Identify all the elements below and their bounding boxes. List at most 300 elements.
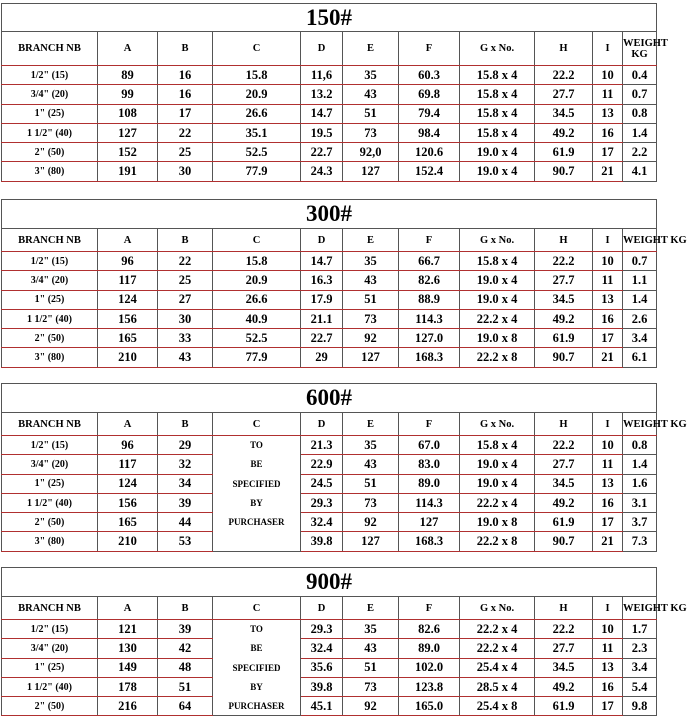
table-row xyxy=(2,348,657,367)
cell-a: 178 xyxy=(98,677,158,696)
cell-g-x-no: 19.0 x 8 xyxy=(460,513,535,532)
cell-d: 29.3 xyxy=(301,493,343,512)
cell-d: 11,6 xyxy=(301,66,343,85)
cell-e: 92 xyxy=(343,329,399,348)
cell-branch-nb: 1/2" (15) xyxy=(2,620,98,639)
table-row xyxy=(2,66,657,85)
column-header-c: C xyxy=(213,597,301,620)
pressure-class-title: 150# xyxy=(2,4,657,32)
cell-b: 39 xyxy=(158,620,213,639)
c-specified-note: TO xyxy=(213,620,301,639)
column-header-a: A xyxy=(98,413,158,436)
cell-h: 61.9 xyxy=(535,143,593,162)
cell-e: 43 xyxy=(343,271,399,290)
table-row xyxy=(2,436,657,455)
cell-b: 53 xyxy=(158,532,213,551)
cell-h: 22.2 xyxy=(535,66,593,85)
cell-e: 92 xyxy=(343,513,399,532)
cell-weight: 7.3 xyxy=(623,532,657,551)
table-row xyxy=(2,309,657,328)
cell-d: 29.3 xyxy=(301,620,343,639)
cell-d: 45.1 xyxy=(301,697,343,716)
cell-f: 98.4 xyxy=(399,123,460,142)
table-row xyxy=(2,290,657,309)
cell-c: 35.1 xyxy=(213,123,301,142)
cell-f: 60.3 xyxy=(399,66,460,85)
column-header-f: F xyxy=(399,413,460,436)
cell-g-x-no: 15.8 x 4 xyxy=(460,436,535,455)
header-row xyxy=(2,229,657,252)
column-header-g-x-no: G x No. xyxy=(460,597,535,620)
cell-a: 216 xyxy=(98,697,158,716)
cell-weight: 2.2 xyxy=(623,143,657,162)
cell-h: 61.9 xyxy=(535,697,593,716)
cell-weight: 1.4 xyxy=(623,290,657,309)
column-header-b: B xyxy=(158,597,213,620)
column-header-h: H xyxy=(535,597,593,620)
cell-g-x-no: 19.0 x 8 xyxy=(460,329,535,348)
cell-e: 35 xyxy=(343,66,399,85)
cell-i: 17 xyxy=(593,329,623,348)
column-header-i: I xyxy=(593,229,623,252)
column-header-b: B xyxy=(158,32,213,66)
cell-f: 82.6 xyxy=(399,271,460,290)
cell-e: 73 xyxy=(343,493,399,512)
title-row xyxy=(2,384,657,413)
c-specified-note xyxy=(213,532,301,551)
cell-a: 210 xyxy=(98,348,158,367)
cell-a: 121 xyxy=(98,620,158,639)
cell-d: 21.3 xyxy=(301,436,343,455)
cell-weight: 1.6 xyxy=(623,474,657,493)
c-specified-note: SPECIFIED xyxy=(213,474,301,493)
cell-h: 34.5 xyxy=(535,658,593,677)
table-row xyxy=(2,620,657,639)
cell-e: 73 xyxy=(343,123,399,142)
cell-g-x-no: 19.0 x 4 xyxy=(460,143,535,162)
cell-f: 67.0 xyxy=(399,436,460,455)
cell-i: 11 xyxy=(593,271,623,290)
cell-a: 165 xyxy=(98,513,158,532)
cell-branch-nb: 2" (50) xyxy=(2,513,98,532)
cell-b: 42 xyxy=(158,639,213,658)
column-header-branch-nb: BRANCH NB xyxy=(2,597,98,620)
cell-g-x-no: 22.2 x 4 xyxy=(460,639,535,658)
cell-b: 25 xyxy=(158,271,213,290)
cell-branch-nb: 1" (25) xyxy=(2,474,98,493)
column-header-c: C xyxy=(213,229,301,252)
table-row xyxy=(2,697,657,716)
cell-i: 16 xyxy=(593,123,623,142)
cell-i: 10 xyxy=(593,436,623,455)
cell-weight: 1.7 xyxy=(623,620,657,639)
pressure-class-title: 900# xyxy=(2,568,657,597)
table-row xyxy=(2,85,657,104)
cell-weight: 6.1 xyxy=(623,348,657,367)
table-row xyxy=(2,677,657,696)
cell-h: 22.2 xyxy=(535,436,593,455)
column-header-f: F xyxy=(399,597,460,620)
cell-a: 152 xyxy=(98,143,158,162)
column-header-h: H xyxy=(535,413,593,436)
column-header-c: C xyxy=(213,413,301,436)
cell-i: 16 xyxy=(593,309,623,328)
cell-d: 14.7 xyxy=(301,252,343,271)
cell-f: 152.4 xyxy=(399,162,460,181)
cell-d: 39.8 xyxy=(301,677,343,696)
cell-h: 49.2 xyxy=(535,123,593,142)
cell-d: 32.4 xyxy=(301,513,343,532)
column-header-branch-nb: BRANCH NB xyxy=(2,32,98,66)
cell-b: 32 xyxy=(158,455,213,474)
cell-b: 34 xyxy=(158,474,213,493)
c-specified-note: BE xyxy=(213,639,301,658)
column-header-d: D xyxy=(301,597,343,620)
cell-f: 127 xyxy=(399,513,460,532)
column-header-g-x-no: G x No. xyxy=(460,32,535,66)
table-row xyxy=(2,532,657,551)
cell-branch-nb: 3" (80) xyxy=(2,532,98,551)
table-row xyxy=(2,329,657,348)
cell-branch-nb: 3/4" (20) xyxy=(2,85,98,104)
cell-branch-nb: 1 1/2" (40) xyxy=(2,493,98,512)
title-row xyxy=(2,200,657,229)
column-header-h: H xyxy=(535,32,593,66)
cell-weight: 3.4 xyxy=(623,329,657,348)
cell-b: 30 xyxy=(158,309,213,328)
column-header-b: B xyxy=(158,229,213,252)
cell-i: 11 xyxy=(593,455,623,474)
cell-branch-nb: 1" (25) xyxy=(2,658,98,677)
cell-d: 35.6 xyxy=(301,658,343,677)
cell-g-x-no: 22.2 x 4 xyxy=(460,493,535,512)
cell-b: 22 xyxy=(158,123,213,142)
cell-f: 88.9 xyxy=(399,290,460,309)
cell-h: 49.2 xyxy=(535,493,593,512)
cell-a: 96 xyxy=(98,436,158,455)
table-row xyxy=(2,493,657,512)
cell-f: 66.7 xyxy=(399,252,460,271)
cell-b: 30 xyxy=(158,162,213,181)
cell-e: 127 xyxy=(343,348,399,367)
cell-weight: 3.7 xyxy=(623,513,657,532)
cell-d: 17.9 xyxy=(301,290,343,309)
cell-h: 27.7 xyxy=(535,455,593,474)
table-row xyxy=(2,639,657,658)
column-header-weight: WEIGHT KG xyxy=(623,32,657,66)
table-row xyxy=(2,474,657,493)
cell-i: 10 xyxy=(593,66,623,85)
cell-i: 16 xyxy=(593,677,623,696)
cell-e: 35 xyxy=(343,620,399,639)
cell-h: 61.9 xyxy=(535,513,593,532)
cell-weight: 0.8 xyxy=(623,104,657,123)
column-header-a: A xyxy=(98,32,158,66)
cell-f: 120.6 xyxy=(399,143,460,162)
table-row xyxy=(2,143,657,162)
cell-c: 15.8 xyxy=(213,66,301,85)
column-header-i: I xyxy=(593,413,623,436)
table-600-class xyxy=(1,383,687,552)
column-header-g-x-no: G x No. xyxy=(460,229,535,252)
cell-weight: 3.1 xyxy=(623,493,657,512)
column-header-d: D xyxy=(301,32,343,66)
cell-b: 16 xyxy=(158,66,213,85)
cell-g-x-no: 15.8 x 4 xyxy=(460,104,535,123)
table-row xyxy=(2,455,657,474)
cell-b: 33 xyxy=(158,329,213,348)
cell-f: 114.3 xyxy=(399,309,460,328)
cell-e: 73 xyxy=(343,677,399,696)
cell-c: 77.9 xyxy=(213,348,301,367)
column-header-e: E xyxy=(343,32,399,66)
cell-f: 168.3 xyxy=(399,348,460,367)
column-header-weight: WEIGHT KG xyxy=(623,229,657,252)
cell-h: 27.7 xyxy=(535,271,593,290)
cell-branch-nb: 1 1/2" (40) xyxy=(2,123,98,142)
cell-weight: 9.8 xyxy=(623,697,657,716)
cell-c: 20.9 xyxy=(213,85,301,104)
cell-f: 165.0 xyxy=(399,697,460,716)
cell-h: 27.7 xyxy=(535,639,593,658)
table-row xyxy=(2,252,657,271)
cell-d: 16.3 xyxy=(301,271,343,290)
column-header-a: A xyxy=(98,229,158,252)
cell-f: 102.0 xyxy=(399,658,460,677)
cell-d: 29 xyxy=(301,348,343,367)
table-row xyxy=(2,123,657,142)
cell-h: 34.5 xyxy=(535,104,593,123)
cell-branch-nb: 2" (50) xyxy=(2,329,98,348)
pressure-class-title: 600# xyxy=(2,384,657,413)
cell-d: 19.5 xyxy=(301,123,343,142)
cell-b: 51 xyxy=(158,677,213,696)
c-specified-note: BY xyxy=(213,493,301,512)
c-specified-note: PURCHASER xyxy=(213,697,301,716)
cell-f: 127.0 xyxy=(399,329,460,348)
cell-weight: 0.7 xyxy=(623,85,657,104)
column-header-e: E xyxy=(343,413,399,436)
header-row xyxy=(2,32,657,66)
column-header-h: H xyxy=(535,229,593,252)
cell-i: 13 xyxy=(593,104,623,123)
cell-h: 90.7 xyxy=(535,532,593,551)
cell-f: 89.0 xyxy=(399,474,460,493)
cell-d: 22.7 xyxy=(301,329,343,348)
column-header-weight: WEIGHT KG xyxy=(623,597,657,620)
cell-weight: 0.4 xyxy=(623,66,657,85)
cell-g-x-no: 22.2 x 4 xyxy=(460,309,535,328)
cell-i: 13 xyxy=(593,290,623,309)
cell-b: 39 xyxy=(158,493,213,512)
column-header-f: F xyxy=(399,32,460,66)
cell-i: 11 xyxy=(593,85,623,104)
cell-c: 15.8 xyxy=(213,252,301,271)
cell-branch-nb: 1/2" (15) xyxy=(2,252,98,271)
title-row xyxy=(2,4,657,32)
cell-d: 21.1 xyxy=(301,309,343,328)
cell-branch-nb: 1 1/2" (40) xyxy=(2,309,98,328)
cell-i: 17 xyxy=(593,143,623,162)
cell-f: 89.0 xyxy=(399,639,460,658)
cell-f: 69.8 xyxy=(399,85,460,104)
cell-g-x-no: 25.4 x 4 xyxy=(460,658,535,677)
cell-h: 27.7 xyxy=(535,85,593,104)
cell-g-x-no: 19.0 x 4 xyxy=(460,290,535,309)
c-specified-note: BY xyxy=(213,677,301,696)
c-specified-note: PURCHASER xyxy=(213,513,301,532)
column-header-c: C xyxy=(213,32,301,66)
cell-h: 90.7 xyxy=(535,162,593,181)
cell-g-x-no: 15.8 x 4 xyxy=(460,123,535,142)
cell-d: 13.2 xyxy=(301,85,343,104)
cell-a: 165 xyxy=(98,329,158,348)
cell-branch-nb: 3" (80) xyxy=(2,348,98,367)
cell-weight: 1.4 xyxy=(623,123,657,142)
table-row xyxy=(2,658,657,677)
cell-c: 26.6 xyxy=(213,290,301,309)
cell-branch-nb: 3/4" (20) xyxy=(2,455,98,474)
cell-a: 127 xyxy=(98,123,158,142)
cell-branch-nb: 3/4" (20) xyxy=(2,271,98,290)
cell-branch-nb: 1 1/2" (40) xyxy=(2,677,98,696)
cell-i: 16 xyxy=(593,493,623,512)
cell-e: 43 xyxy=(343,85,399,104)
column-header-e: E xyxy=(343,229,399,252)
cell-d: 39.8 xyxy=(301,532,343,551)
cell-e: 92 xyxy=(343,697,399,716)
cell-b: 48 xyxy=(158,658,213,677)
cell-g-x-no: 19.0 x 4 xyxy=(460,455,535,474)
c-specified-note: TO xyxy=(213,436,301,455)
c-specified-note: BE xyxy=(213,455,301,474)
cell-b: 44 xyxy=(158,513,213,532)
cell-weight: 5.4 xyxy=(623,677,657,696)
cell-branch-nb: 2" (50) xyxy=(2,143,98,162)
cell-weight: 2.6 xyxy=(623,309,657,328)
cell-d: 24.5 xyxy=(301,474,343,493)
column-header-f: F xyxy=(399,229,460,252)
cell-branch-nb: 3" (80) xyxy=(2,162,98,181)
cell-h: 22.2 xyxy=(535,252,593,271)
cell-i: 21 xyxy=(593,532,623,551)
cell-b: 29 xyxy=(158,436,213,455)
cell-g-x-no: 28.5 x 4 xyxy=(460,677,535,696)
title-row xyxy=(2,568,657,597)
cell-e: 43 xyxy=(343,455,399,474)
cell-a: 156 xyxy=(98,493,158,512)
cell-branch-nb: 1/2" (15) xyxy=(2,436,98,455)
cell-h: 22.2 xyxy=(535,620,593,639)
cell-h: 34.5 xyxy=(535,290,593,309)
cell-c: 77.9 xyxy=(213,162,301,181)
cell-i: 17 xyxy=(593,513,623,532)
cell-h: 61.9 xyxy=(535,329,593,348)
cell-b: 43 xyxy=(158,348,213,367)
cell-e: 43 xyxy=(343,639,399,658)
cell-weight: 3.4 xyxy=(623,658,657,677)
cell-b: 17 xyxy=(158,104,213,123)
cell-f: 123.8 xyxy=(399,677,460,696)
cell-c: 40.9 xyxy=(213,309,301,328)
cell-weight: 2.3 xyxy=(623,639,657,658)
cell-a: 130 xyxy=(98,639,158,658)
cell-f: 83.0 xyxy=(399,455,460,474)
cell-i: 17 xyxy=(593,697,623,716)
cell-a: 99 xyxy=(98,85,158,104)
cell-d: 22.7 xyxy=(301,143,343,162)
c-specified-note: SPECIFIED xyxy=(213,658,301,677)
cell-a: 156 xyxy=(98,309,158,328)
cell-weight: 0.8 xyxy=(623,436,657,455)
column-header-d: D xyxy=(301,413,343,436)
cell-e: 92,0 xyxy=(343,143,399,162)
table-300-class xyxy=(1,199,687,368)
cell-g-x-no: 22.2 x 8 xyxy=(460,348,535,367)
cell-i: 21 xyxy=(593,162,623,181)
cell-e: 51 xyxy=(343,474,399,493)
cell-g-x-no: 19.0 x 4 xyxy=(460,474,535,493)
cell-i: 21 xyxy=(593,348,623,367)
cell-branch-nb: 2" (50) xyxy=(2,697,98,716)
table-row xyxy=(2,513,657,532)
cell-weight: 1.4 xyxy=(623,455,657,474)
cell-c: 52.5 xyxy=(213,329,301,348)
cell-d: 32.4 xyxy=(301,639,343,658)
cell-a: 124 xyxy=(98,290,158,309)
cell-e: 127 xyxy=(343,162,399,181)
cell-b: 22 xyxy=(158,252,213,271)
cell-i: 13 xyxy=(593,474,623,493)
column-header-b: B xyxy=(158,413,213,436)
cell-b: 16 xyxy=(158,85,213,104)
pressure-class-title: 300# xyxy=(2,200,657,229)
cell-branch-nb: 3/4" (20) xyxy=(2,639,98,658)
cell-weight: 1.1 xyxy=(623,271,657,290)
cell-branch-nb: 1/2" (15) xyxy=(2,66,98,85)
cell-b: 64 xyxy=(158,697,213,716)
cell-a: 210 xyxy=(98,532,158,551)
cell-i: 10 xyxy=(593,252,623,271)
cell-a: 117 xyxy=(98,271,158,290)
column-header-e: E xyxy=(343,597,399,620)
column-header-weight: WEIGHT KG xyxy=(623,413,657,436)
cell-e: 51 xyxy=(343,104,399,123)
cell-d: 22.9 xyxy=(301,455,343,474)
cell-g-x-no: 15.8 x 4 xyxy=(460,66,535,85)
column-header-branch-nb: BRANCH NB xyxy=(2,413,98,436)
column-header-i: I xyxy=(593,32,623,66)
cell-a: 96 xyxy=(98,252,158,271)
cell-h: 90.7 xyxy=(535,348,593,367)
table-900-class xyxy=(1,567,687,716)
table-row xyxy=(2,104,657,123)
cell-b: 25 xyxy=(158,143,213,162)
cell-e: 127 xyxy=(343,532,399,551)
cell-g-x-no: 22.2 x 8 xyxy=(460,532,535,551)
cell-c: 20.9 xyxy=(213,271,301,290)
cell-g-x-no: 19.0 x 4 xyxy=(460,162,535,181)
cell-d: 24.3 xyxy=(301,162,343,181)
cell-f: 168.3 xyxy=(399,532,460,551)
table-row xyxy=(2,162,657,181)
cell-e: 51 xyxy=(343,658,399,677)
cell-g-x-no: 15.8 x 4 xyxy=(460,252,535,271)
cell-i: 13 xyxy=(593,658,623,677)
header-row xyxy=(2,597,657,620)
cell-a: 108 xyxy=(98,104,158,123)
cell-h: 34.5 xyxy=(535,474,593,493)
